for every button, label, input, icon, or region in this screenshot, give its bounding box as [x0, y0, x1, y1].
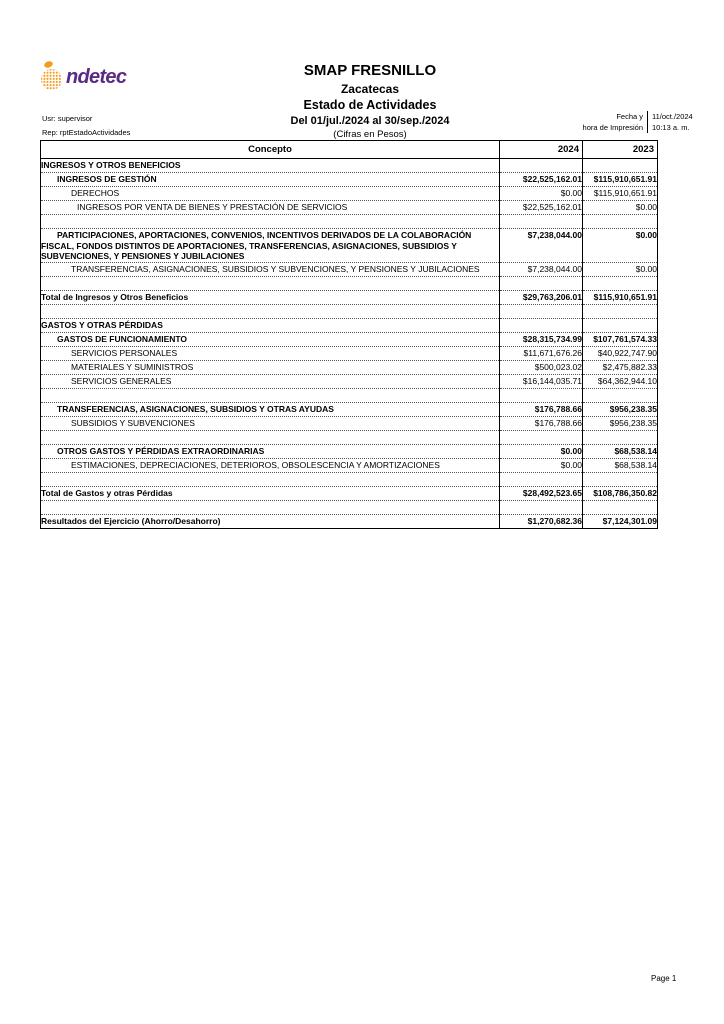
value-2023-cell: $68,538.14	[583, 458, 658, 472]
concepto-cell	[41, 304, 500, 318]
spacer-row	[41, 215, 658, 229]
value-2024-cell: $7,238,044.00	[500, 262, 583, 276]
value-2023-cell: $115,910,651.91	[583, 290, 658, 304]
value-2024-cell: $7,238,044.00	[500, 229, 583, 263]
value-2024-cell: $176,788.66	[500, 416, 583, 430]
value-2024-cell	[500, 472, 583, 486]
concepto-cell: Total de Ingresos y Otros Beneficios	[41, 290, 500, 304]
table-row	[41, 360, 658, 374]
user-label: Usr: supervisor	[42, 114, 93, 123]
spacer-row	[41, 388, 658, 402]
value-2023-cell	[583, 500, 658, 514]
value-2023-cell: $108,786,350.82	[583, 486, 658, 500]
concepto-cell	[41, 388, 500, 402]
column-header-concepto: Concepto	[41, 141, 500, 159]
value-2024-cell: $22,525,162.01	[500, 201, 583, 215]
concepto-cell: ESTIMACIONES, DEPRECIACIONES, DETERIOROS, OBSOLESCENCIA Y AMORTIZACIONES	[41, 458, 500, 472]
value-2024-cell: $28,315,734.99	[500, 332, 583, 346]
concepto-cell	[41, 276, 500, 290]
concepto-cell: SERVICIOS GENERALES	[41, 374, 500, 388]
concepto-cell: MATERIALES Y SUMINISTROS	[41, 360, 500, 374]
report-meta	[42, 112, 130, 140]
report-table-body	[41, 159, 658, 529]
report-period: Del 01/jul./2024 al 30/sep./2024	[290, 115, 450, 127]
value-2024-cell	[500, 215, 583, 229]
value-2023-cell	[583, 430, 658, 444]
concepto-cell: INGRESOS Y OTROS BENEFICIOS	[41, 159, 500, 173]
print-label-line2: hora de Impresión	[582, 123, 643, 132]
table-row	[41, 402, 658, 416]
concepto-cell	[41, 215, 500, 229]
column-header-2024: 2024	[500, 141, 583, 159]
value-2024-cell: $16,144,035.71	[500, 374, 583, 388]
column-header-2023: 2023	[583, 141, 658, 159]
entity-name: SMAP FRESNILLO	[303, 62, 437, 79]
table-row	[41, 514, 658, 528]
value-2023-cell: $956,238.35	[583, 402, 658, 416]
entity-state: Zacatecas	[340, 82, 400, 96]
value-2023-cell: $107,761,574.33	[583, 332, 658, 346]
concepto-cell: PARTICIPACIONES, APORTACIONES, CONVENIOS, INCENTIVOS DERIVADOS DE LA COLABORACIÓN FISCAL, FONDOS DISTINTOS DE APORTACIONES, TRANSFERENCIAS, ASIGNACIONES, SUBSIDIOS Y SUBVENCIONES, Y PENSIONES Y JUBILACIONES	[41, 229, 500, 263]
value-2023-cell: $2,475,882.33	[583, 360, 658, 374]
spacer-row	[41, 430, 658, 444]
concepto-cell: Total de Gastos y otras Pérdidas	[41, 486, 500, 500]
value-2023-cell	[583, 159, 658, 173]
value-2023-cell	[583, 318, 658, 332]
spacer-row	[41, 500, 658, 514]
value-2023-cell: $40,922,747.90	[583, 346, 658, 360]
value-2023-cell: $0.00	[583, 262, 658, 276]
table-row	[41, 416, 658, 430]
concepto-cell	[41, 500, 500, 514]
table-row	[41, 159, 658, 173]
concepto-cell: INGRESOS POR VENTA DE BIENES Y PRESTACIÓN DE SERVICIOS	[41, 201, 500, 215]
value-2024-cell: $22,525,162.01	[500, 173, 583, 187]
concepto-cell: GASTOS Y OTRAS PÉRDIDAS	[41, 318, 500, 332]
value-2024-cell: $28,492,523.65	[500, 486, 583, 500]
value-2024-cell: $0.00	[500, 444, 583, 458]
concepto-cell	[41, 430, 500, 444]
table-row	[41, 229, 658, 263]
table-row	[41, 290, 658, 304]
table-row	[41, 318, 658, 332]
table-row	[41, 173, 658, 187]
value-2023-cell: $0.00	[583, 229, 658, 263]
concepto-cell: GASTOS DE FUNCIONAMIENTO	[41, 332, 500, 346]
spacer-row	[41, 276, 658, 290]
value-2024-cell	[500, 276, 583, 290]
value-2023-cell	[583, 472, 658, 486]
report-id-label: Rep: rptEstadoActividades	[42, 128, 131, 137]
print-info	[500, 111, 722, 133]
value-2024-cell: $29,763,206.01	[500, 290, 583, 304]
report-units: (Cifras en Pesos)	[333, 129, 407, 140]
value-2024-cell	[500, 318, 583, 332]
spacer-row	[41, 472, 658, 486]
value-2024-cell	[500, 388, 583, 402]
concepto-cell: INGRESOS DE GESTIÓN	[41, 173, 500, 187]
concepto-cell: Resultados del Ejercicio (Ahorro/Desahorro)	[41, 514, 500, 528]
concepto-cell: DERECHOS	[41, 187, 500, 201]
value-2024-cell: $500,023.02	[500, 360, 583, 374]
value-2023-cell: $956,238.35	[583, 416, 658, 430]
value-2024-cell	[500, 500, 583, 514]
value-2023-cell: $7,124,301.09	[583, 514, 658, 528]
concepto-cell: SERVICIOS PERSONALES	[41, 346, 500, 360]
value-2023-cell: $115,910,651.91	[583, 173, 658, 187]
concepto-cell: SUBSIDIOS Y SUBVENCIONES	[41, 416, 500, 430]
table-row	[41, 346, 658, 360]
indetec-logo-text: ndetec	[66, 66, 127, 88]
value-2023-cell	[583, 215, 658, 229]
value-2024-cell: $0.00	[500, 458, 583, 472]
report-name: Estado de Actividades	[303, 98, 437, 112]
value-2023-cell	[583, 304, 658, 318]
spacer-row	[41, 304, 658, 318]
concepto-cell: OTROS GASTOS Y PÉRDIDAS EXTRAORDINARIAS	[41, 444, 500, 458]
print-info-labels	[500, 111, 648, 133]
value-2023-cell	[583, 276, 658, 290]
value-2023-cell: $115,910,651.91	[583, 187, 658, 201]
table-header-row	[41, 141, 658, 159]
table-row	[41, 486, 658, 500]
value-2024-cell: $0.00	[500, 187, 583, 201]
table-row	[41, 262, 658, 276]
table-row	[41, 201, 658, 215]
value-2024-cell	[500, 159, 583, 173]
print-time: 10:13 a. m.	[652, 123, 690, 132]
page-number: Page 1	[651, 974, 677, 983]
table-row	[41, 187, 658, 201]
value-2024-cell	[500, 304, 583, 318]
print-label-line1: Fecha y	[616, 112, 643, 121]
value-2023-cell: $64,362,944.10	[583, 374, 658, 388]
report-table	[40, 140, 658, 529]
value-2023-cell	[583, 388, 658, 402]
value-2024-cell: $176,788.66	[500, 402, 583, 416]
value-2024-cell: $11,671,676.26	[500, 346, 583, 360]
value-2024-cell	[500, 430, 583, 444]
table-row	[41, 444, 658, 458]
concepto-cell	[41, 472, 500, 486]
print-date: 11/oct./2024	[652, 112, 693, 121]
concepto-cell: TRANSFERENCIAS, ASIGNACIONES, SUBSIDIOS Y SUBVENCIONES, Y PENSIONES Y JUBILACIONES	[41, 262, 500, 276]
table-row	[41, 458, 658, 472]
concepto-cell: TRANSFERENCIAS, ASIGNACIONES, SUBSIDIOS Y OTRAS AYUDAS	[41, 402, 500, 416]
value-2023-cell: $68,538.14	[583, 444, 658, 458]
table-row	[41, 332, 658, 346]
print-info-values	[648, 111, 693, 133]
table-row	[41, 374, 658, 388]
value-2023-cell: $0.00	[583, 201, 658, 215]
value-2024-cell: $1,270,682.36	[500, 514, 583, 528]
